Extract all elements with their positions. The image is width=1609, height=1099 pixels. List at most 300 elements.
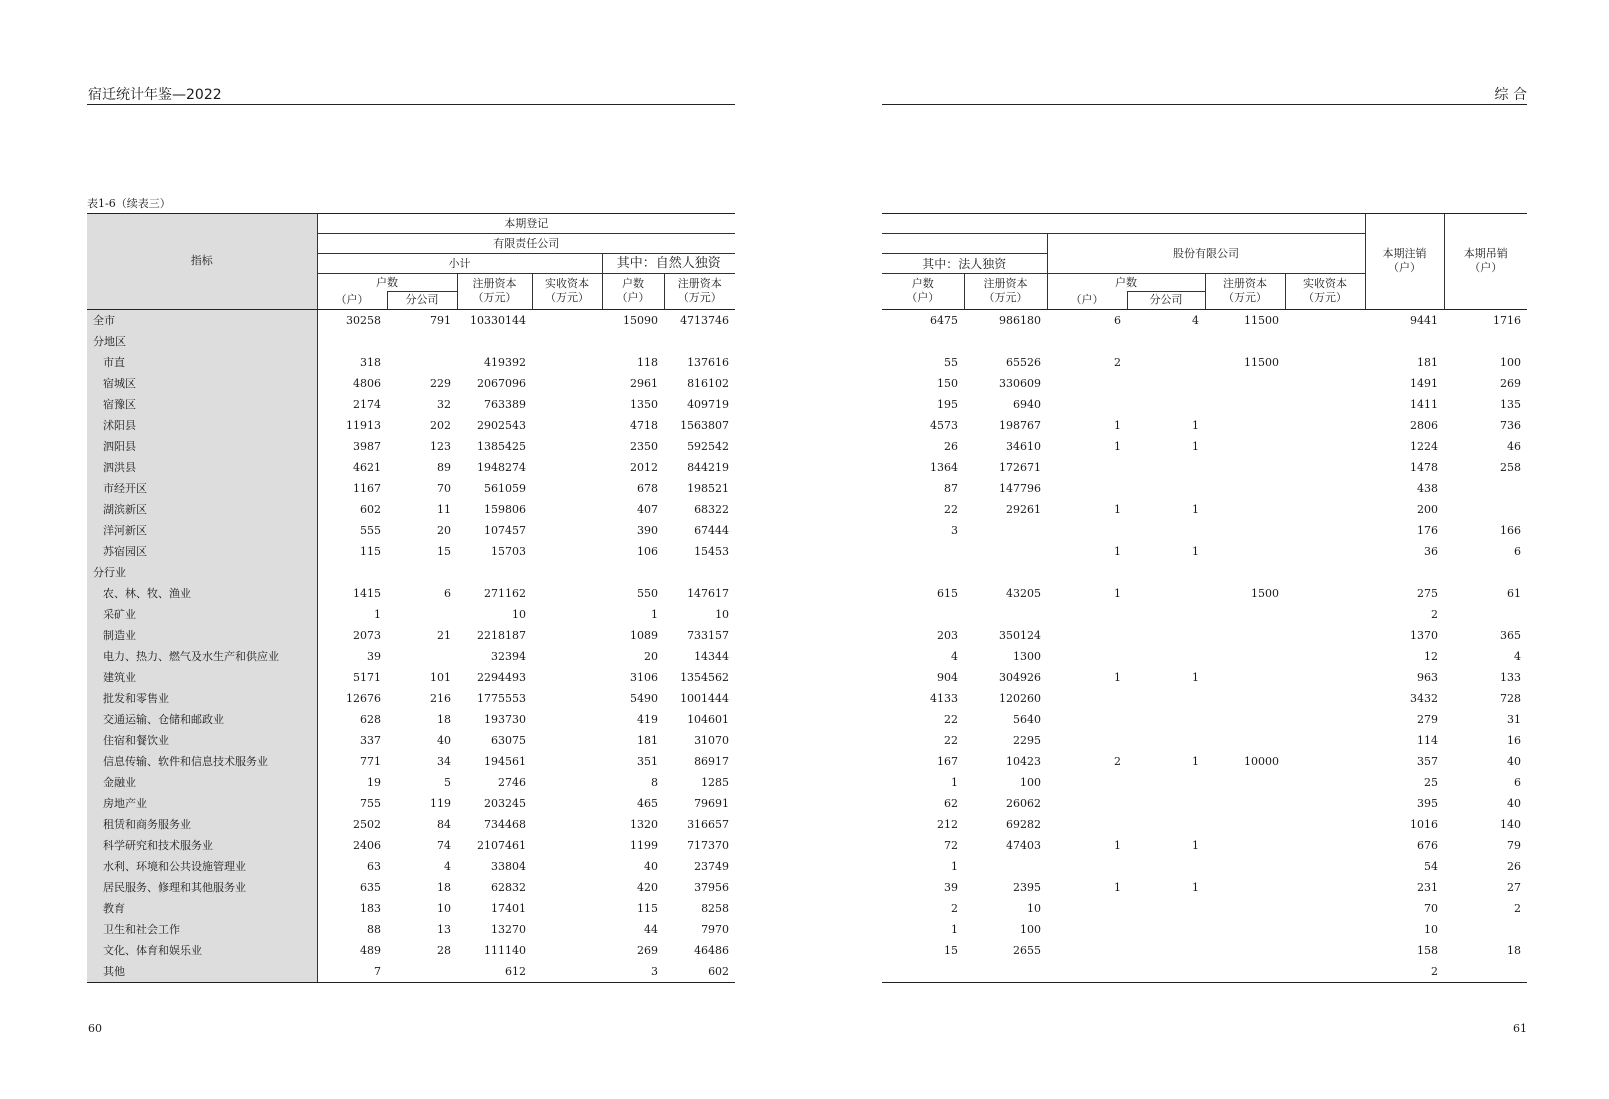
table-cell: 172671 xyxy=(999,460,1041,474)
table-cell: 70 xyxy=(437,481,451,495)
paid-capital-header: 实收资本 （万元） xyxy=(532,274,602,310)
table-cell xyxy=(1127,709,1205,730)
table-cell: 733157 xyxy=(687,628,730,642)
table-cell xyxy=(532,919,602,940)
table-cell: 198767 xyxy=(999,418,1041,432)
table-row xyxy=(882,625,1527,646)
table-cell xyxy=(532,877,602,898)
table-cell: 11500 xyxy=(1244,313,1279,327)
table-cell xyxy=(1205,457,1285,478)
table-cell: 304926 xyxy=(999,670,1041,684)
table-cell: 40 xyxy=(1507,796,1522,810)
table-cell: 27 xyxy=(1507,880,1522,894)
table-cell: 717370 xyxy=(687,838,730,852)
page-number-right: 61 xyxy=(1513,1022,1527,1035)
row-label: 沭阳县 xyxy=(87,415,317,436)
table-cell: 18 xyxy=(437,880,451,894)
table-cell xyxy=(1365,562,1444,583)
table-row xyxy=(882,772,1527,793)
table-cell: 13 xyxy=(437,922,451,936)
table-cell: 1415 xyxy=(353,586,381,600)
table-cell: 612 xyxy=(457,961,532,983)
table-cell: 15 xyxy=(437,544,451,558)
table-row xyxy=(882,793,1527,814)
table-cell xyxy=(1285,646,1365,667)
table-cell xyxy=(1444,919,1527,940)
table-cell xyxy=(387,646,457,667)
table-cell xyxy=(532,541,602,562)
table-cell: 1563807 xyxy=(680,418,730,432)
table-cell: 150 xyxy=(937,376,958,390)
np-reg-capital-header: 注册资本 （万元） xyxy=(664,274,735,310)
table-cell: 229 xyxy=(430,376,451,390)
table-cell: 18 xyxy=(437,712,451,726)
table-cell xyxy=(1444,478,1527,499)
table-cell: 4133 xyxy=(930,691,958,705)
table-cell: 133 xyxy=(1500,670,1522,684)
table-cell: 409719 xyxy=(687,397,730,411)
households-header: 户数 xyxy=(376,275,398,289)
table-cell xyxy=(317,331,387,352)
table-cell: 12 xyxy=(1424,649,1439,663)
table-cell: 10330144 xyxy=(470,313,526,327)
table-cell xyxy=(1047,688,1127,709)
table-cell: 10000 xyxy=(1244,754,1279,768)
table-cell: 40 xyxy=(437,733,451,747)
table-cell: 2655 xyxy=(1013,943,1041,957)
table-row xyxy=(87,373,735,394)
table-cell: 176 xyxy=(1417,523,1439,537)
table-cell xyxy=(1285,562,1365,583)
table-cell xyxy=(1205,604,1285,625)
table-row xyxy=(882,520,1527,541)
table-cell: 1285 xyxy=(701,775,730,789)
table-cell: 195 xyxy=(937,397,958,411)
table-cell: 181 xyxy=(1417,355,1439,369)
table-cell: 1 xyxy=(1114,586,1121,600)
table-row xyxy=(882,352,1527,373)
table-row xyxy=(87,352,735,373)
table-cell: 963 xyxy=(1417,670,1439,684)
row-label: 科学研究和技术服务业 xyxy=(87,835,317,856)
table-row xyxy=(87,562,735,583)
table-cell xyxy=(964,331,1047,352)
row-label: 建筑业 xyxy=(87,667,317,688)
table-cell xyxy=(1127,856,1205,877)
table-cell: 200 xyxy=(1417,502,1439,516)
table-cell xyxy=(532,646,602,667)
table-cell: 31070 xyxy=(694,733,730,747)
table-cell xyxy=(1127,604,1205,625)
table-cell xyxy=(964,541,1047,562)
table-cell xyxy=(1205,835,1285,856)
table-cell: 10 xyxy=(512,607,526,621)
table-cell: 212 xyxy=(937,817,958,831)
table-cell xyxy=(1285,961,1365,983)
table-cell xyxy=(1047,478,1127,499)
table-cell: 1 xyxy=(951,859,958,873)
table-cell: 1 xyxy=(1114,670,1121,684)
table-cell xyxy=(1205,772,1285,793)
table-cell xyxy=(1127,793,1205,814)
table-cell: 32394 xyxy=(491,649,526,663)
table-cell xyxy=(532,520,602,541)
table-cell: 1089 xyxy=(630,628,658,642)
table-cell xyxy=(532,898,602,919)
table-cell: 43205 xyxy=(1006,586,1041,600)
table-cell: 1300 xyxy=(1013,649,1041,663)
table-cell: 8258 xyxy=(701,901,730,915)
table-cell xyxy=(1205,667,1285,688)
table-cell: 11913 xyxy=(346,418,381,432)
table-cell xyxy=(1285,520,1365,541)
table-cell xyxy=(1285,541,1365,562)
table-cell: 44 xyxy=(644,922,658,936)
section-title: 综 合 xyxy=(1494,87,1527,103)
table-cell: 1320 xyxy=(630,817,658,831)
table-cell: 5490 xyxy=(630,691,658,705)
revoke-header: 本期吊销 （户） xyxy=(1444,214,1527,310)
table-cell xyxy=(1205,562,1285,583)
table-cell xyxy=(1047,772,1127,793)
table-cell: 68322 xyxy=(694,502,730,516)
table-cell xyxy=(1205,499,1285,520)
table-cell: 1350 xyxy=(630,397,658,411)
table-cell: 74 xyxy=(437,838,451,852)
table-cell xyxy=(882,604,964,625)
table-cell: 167 xyxy=(937,754,958,768)
table-cell: 438 xyxy=(1417,481,1439,495)
row-label: 宿城区 xyxy=(87,373,317,394)
js-reg-capital-header: 注册资本 （万元） xyxy=(1205,274,1285,310)
table-cell xyxy=(1444,562,1527,583)
table-cell xyxy=(1285,478,1365,499)
table-cell xyxy=(1205,961,1285,983)
table-cell: 118 xyxy=(637,355,658,369)
table-cell xyxy=(1205,814,1285,835)
table-cell: 198521 xyxy=(687,481,730,495)
row-label: 其他 xyxy=(87,961,317,983)
table-cell: 32 xyxy=(437,397,451,411)
table-cell: 137616 xyxy=(687,355,730,369)
joint-stock-header: 股份有限公司 xyxy=(1047,234,1365,274)
table-cell: 15090 xyxy=(623,313,658,327)
table-cell: 2902543 xyxy=(477,418,526,432)
table-cell xyxy=(664,562,735,583)
table-row xyxy=(87,646,735,667)
table-row xyxy=(87,688,735,709)
table-cell: 115 xyxy=(360,544,381,558)
table-cell: 101 xyxy=(430,670,451,684)
row-label: 住宿和餐饮业 xyxy=(87,730,317,751)
table-cell: 2 xyxy=(951,901,958,915)
table-cell xyxy=(532,730,602,751)
table-row xyxy=(882,898,1527,919)
table-cell: 147617 xyxy=(687,586,730,600)
table-cell: 676 xyxy=(1417,838,1439,852)
table-cell: 763389 xyxy=(484,397,526,411)
row-label: 信息传输、软件和信息技术服务业 xyxy=(87,751,317,772)
table-cell: 337 xyxy=(360,733,381,747)
table-cell xyxy=(1205,940,1285,961)
table-cell xyxy=(1285,814,1365,835)
table-row xyxy=(882,919,1527,940)
table-cell: 1 xyxy=(951,775,958,789)
table-cell: 816102 xyxy=(687,376,730,390)
table-cell xyxy=(1205,373,1285,394)
table-cell xyxy=(1127,814,1205,835)
table-cell: 357 xyxy=(1417,754,1439,768)
table-row xyxy=(87,919,735,940)
table-cell: 100 xyxy=(1020,922,1041,936)
table-cell: 1 xyxy=(1114,544,1121,558)
table-cell: 216 xyxy=(430,691,451,705)
table-cell xyxy=(1285,583,1365,604)
row-label: 泗阳县 xyxy=(87,436,317,457)
table-cell: 11 xyxy=(437,502,451,516)
table-cell: 10423 xyxy=(1006,754,1041,768)
table-cell: 34 xyxy=(437,754,451,768)
table-cell: 65526 xyxy=(1006,355,1041,369)
table-cell: 1 xyxy=(651,607,658,621)
table-cell: 2012 xyxy=(630,460,658,474)
table-cell: 615 xyxy=(937,586,958,600)
table-cell xyxy=(1127,478,1205,499)
table-row xyxy=(87,877,735,898)
table-cell xyxy=(1205,877,1285,898)
table-cell: 271162 xyxy=(484,586,526,600)
table-row xyxy=(87,457,735,478)
table-cell: 15703 xyxy=(491,544,526,558)
table-cell xyxy=(1047,856,1127,877)
row-label: 全市 xyxy=(87,309,317,331)
row-label: 批发和零售业 xyxy=(87,688,317,709)
table-cell: 1 xyxy=(1192,544,1199,558)
row-label: 泗洪县 xyxy=(87,457,317,478)
table-row xyxy=(87,520,735,541)
table-cell: 2 xyxy=(1365,961,1444,983)
table-cell: 2073 xyxy=(353,628,381,642)
table-cell: 330609 xyxy=(999,376,1041,390)
table-cell xyxy=(532,352,602,373)
row-label: 租赁和商务服务业 xyxy=(87,814,317,835)
table-cell xyxy=(1205,898,1285,919)
table-cell xyxy=(1047,814,1127,835)
table-cell: 22 xyxy=(944,733,958,747)
table-cell: 736 xyxy=(1500,418,1522,432)
table-row xyxy=(882,394,1527,415)
table-cell: 115 xyxy=(637,901,658,915)
table-cell xyxy=(964,562,1047,583)
table-cell xyxy=(532,583,602,604)
table-cell xyxy=(532,604,602,625)
table-cell xyxy=(532,940,602,961)
table-cell xyxy=(1205,709,1285,730)
table-row xyxy=(87,415,735,436)
table-row xyxy=(87,625,735,646)
table-cell: 6 xyxy=(444,586,451,600)
table-cell: 2961 xyxy=(630,376,658,390)
table-cell: 904 xyxy=(937,670,958,684)
table-cell: 3987 xyxy=(353,439,381,453)
table-cell xyxy=(1285,373,1365,394)
table-cell xyxy=(1047,961,1127,983)
left-data-table xyxy=(87,213,735,983)
table-row xyxy=(882,562,1527,583)
table-row xyxy=(87,940,735,961)
table-row xyxy=(882,604,1527,625)
table-cell xyxy=(1047,373,1127,394)
table-row xyxy=(882,751,1527,772)
table-cell: 55 xyxy=(944,355,958,369)
table-cell xyxy=(1285,772,1365,793)
table-cell: 1775553 xyxy=(477,691,526,705)
table-cell: 28 xyxy=(437,943,451,957)
table-cell: 39 xyxy=(367,649,381,663)
table-cell xyxy=(1285,940,1365,961)
table-cell xyxy=(387,961,457,983)
table-cell: 2174 xyxy=(353,397,381,411)
table-cell: 1001444 xyxy=(680,691,730,705)
table-cell: 1 xyxy=(951,922,958,936)
table-cell: 2294493 xyxy=(477,670,526,684)
table-cell: 13270 xyxy=(491,922,526,936)
table-cell: 1167 xyxy=(353,481,381,495)
table-cell xyxy=(1127,730,1205,751)
table-cell: 1 xyxy=(1192,418,1199,432)
table-cell: 6 xyxy=(1514,775,1522,789)
table-cell xyxy=(532,772,602,793)
table-cell: 6475 xyxy=(930,313,958,327)
table-cell: 16 xyxy=(1507,733,1522,747)
table-cell: 635 xyxy=(360,880,381,894)
table-cell: 1 xyxy=(1192,670,1199,684)
table-cell: 2 xyxy=(1514,901,1522,915)
table-cell: 181 xyxy=(637,733,658,747)
period-registration-header: 本期登记 xyxy=(317,214,735,234)
table-cell xyxy=(1285,730,1365,751)
table-cell: 734468 xyxy=(484,817,526,831)
table-cell xyxy=(532,688,602,709)
table-cell: 14344 xyxy=(694,649,730,663)
row-label: 农、林、牧、渔业 xyxy=(87,583,317,604)
table-row xyxy=(882,940,1527,961)
table-cell: 40 xyxy=(1507,754,1522,768)
table-row xyxy=(882,583,1527,604)
table-cell: 4718 xyxy=(630,418,658,432)
table-cell: 1364 xyxy=(930,460,958,474)
table-row xyxy=(882,709,1527,730)
book-title: 宿迁统计年鉴—2022 xyxy=(88,87,222,103)
table-cell xyxy=(1047,562,1127,583)
row-label: 电力、热力、燃气及水生产和供应业 xyxy=(87,646,317,667)
table-cell: 12676 xyxy=(346,691,381,705)
table-cell: 203 xyxy=(937,628,958,642)
table-cell xyxy=(1285,709,1365,730)
right-llc-cont xyxy=(882,234,1047,254)
table-cell: 67444 xyxy=(694,523,730,537)
row-label: 市直 xyxy=(87,352,317,373)
table-cell: 89 xyxy=(437,460,451,474)
legal-person-header: 其中：法人独资 xyxy=(882,254,1047,274)
table-cell: 63 xyxy=(367,859,381,873)
table-cell xyxy=(1285,835,1365,856)
js-paid-capital-header: 实收资本 （万元） xyxy=(1285,274,1365,310)
table-cell: 159806 xyxy=(484,502,526,516)
header-rule-left xyxy=(87,104,735,105)
table-cell xyxy=(1444,961,1527,983)
table-cell xyxy=(1285,898,1365,919)
row-label: 分行业 xyxy=(87,562,317,583)
table-cell xyxy=(1047,394,1127,415)
table-cell xyxy=(1047,457,1127,478)
table-cell xyxy=(1285,394,1365,415)
table-cell: 3432 xyxy=(1410,691,1439,705)
table-cell xyxy=(532,562,602,583)
table-cell xyxy=(1047,331,1127,352)
table-cell xyxy=(964,961,1047,983)
table-row xyxy=(882,478,1527,499)
table-cell xyxy=(532,394,602,415)
table-row xyxy=(87,436,735,457)
table-cell: 390 xyxy=(637,523,658,537)
table-cell: 47403 xyxy=(1006,838,1041,852)
table-cell xyxy=(1047,604,1127,625)
row-label: 水利、环境和公共设施管理业 xyxy=(87,856,317,877)
table-cell: 54 xyxy=(1424,859,1439,873)
table-cell: 2107461 xyxy=(477,838,526,852)
table-cell: 1948274 xyxy=(477,460,526,474)
table-cell xyxy=(1285,352,1365,373)
table-cell: 23749 xyxy=(694,859,730,873)
table-cell: 183 xyxy=(360,901,381,915)
table-cell xyxy=(532,814,602,835)
row-label: 宿豫区 xyxy=(87,394,317,415)
table-cell: 10 xyxy=(1424,922,1439,936)
table-row xyxy=(87,835,735,856)
table-cell: 4621 xyxy=(353,460,381,474)
header-rule-right xyxy=(882,104,1527,105)
table-cell: 1 xyxy=(1114,439,1121,453)
table-cell: 1199 xyxy=(630,838,658,852)
table-cell: 114 xyxy=(1417,733,1439,747)
table-cell xyxy=(532,457,602,478)
table-cell: 20 xyxy=(644,649,658,663)
table-cell: 4806 xyxy=(353,376,381,390)
row-label: 卫生和社会工作 xyxy=(87,919,317,940)
table-cell xyxy=(1127,961,1205,983)
table-cell: 1016 xyxy=(1410,817,1439,831)
table-cell: 1 xyxy=(1192,439,1199,453)
table-cell: 2350 xyxy=(630,439,658,453)
table-cell xyxy=(602,331,664,352)
table-cell: 46486 xyxy=(694,943,730,957)
reg-capital-header: 注册资本 （万元） xyxy=(457,274,532,310)
table-cell xyxy=(1205,646,1285,667)
table-cell: 22 xyxy=(944,502,958,516)
table-cell xyxy=(1047,898,1127,919)
table-cell: 1385425 xyxy=(477,439,526,453)
table-cell: 37956 xyxy=(694,880,730,894)
table-cell: 771 xyxy=(360,754,381,768)
table-cell: 100 xyxy=(1020,775,1041,789)
table-row xyxy=(87,309,735,331)
table-cell xyxy=(1205,520,1285,541)
table-cell: 147796 xyxy=(999,481,1041,495)
row-label: 分地区 xyxy=(87,331,317,352)
js-households-header: 户数 xyxy=(1115,275,1137,289)
table-cell xyxy=(532,478,602,499)
